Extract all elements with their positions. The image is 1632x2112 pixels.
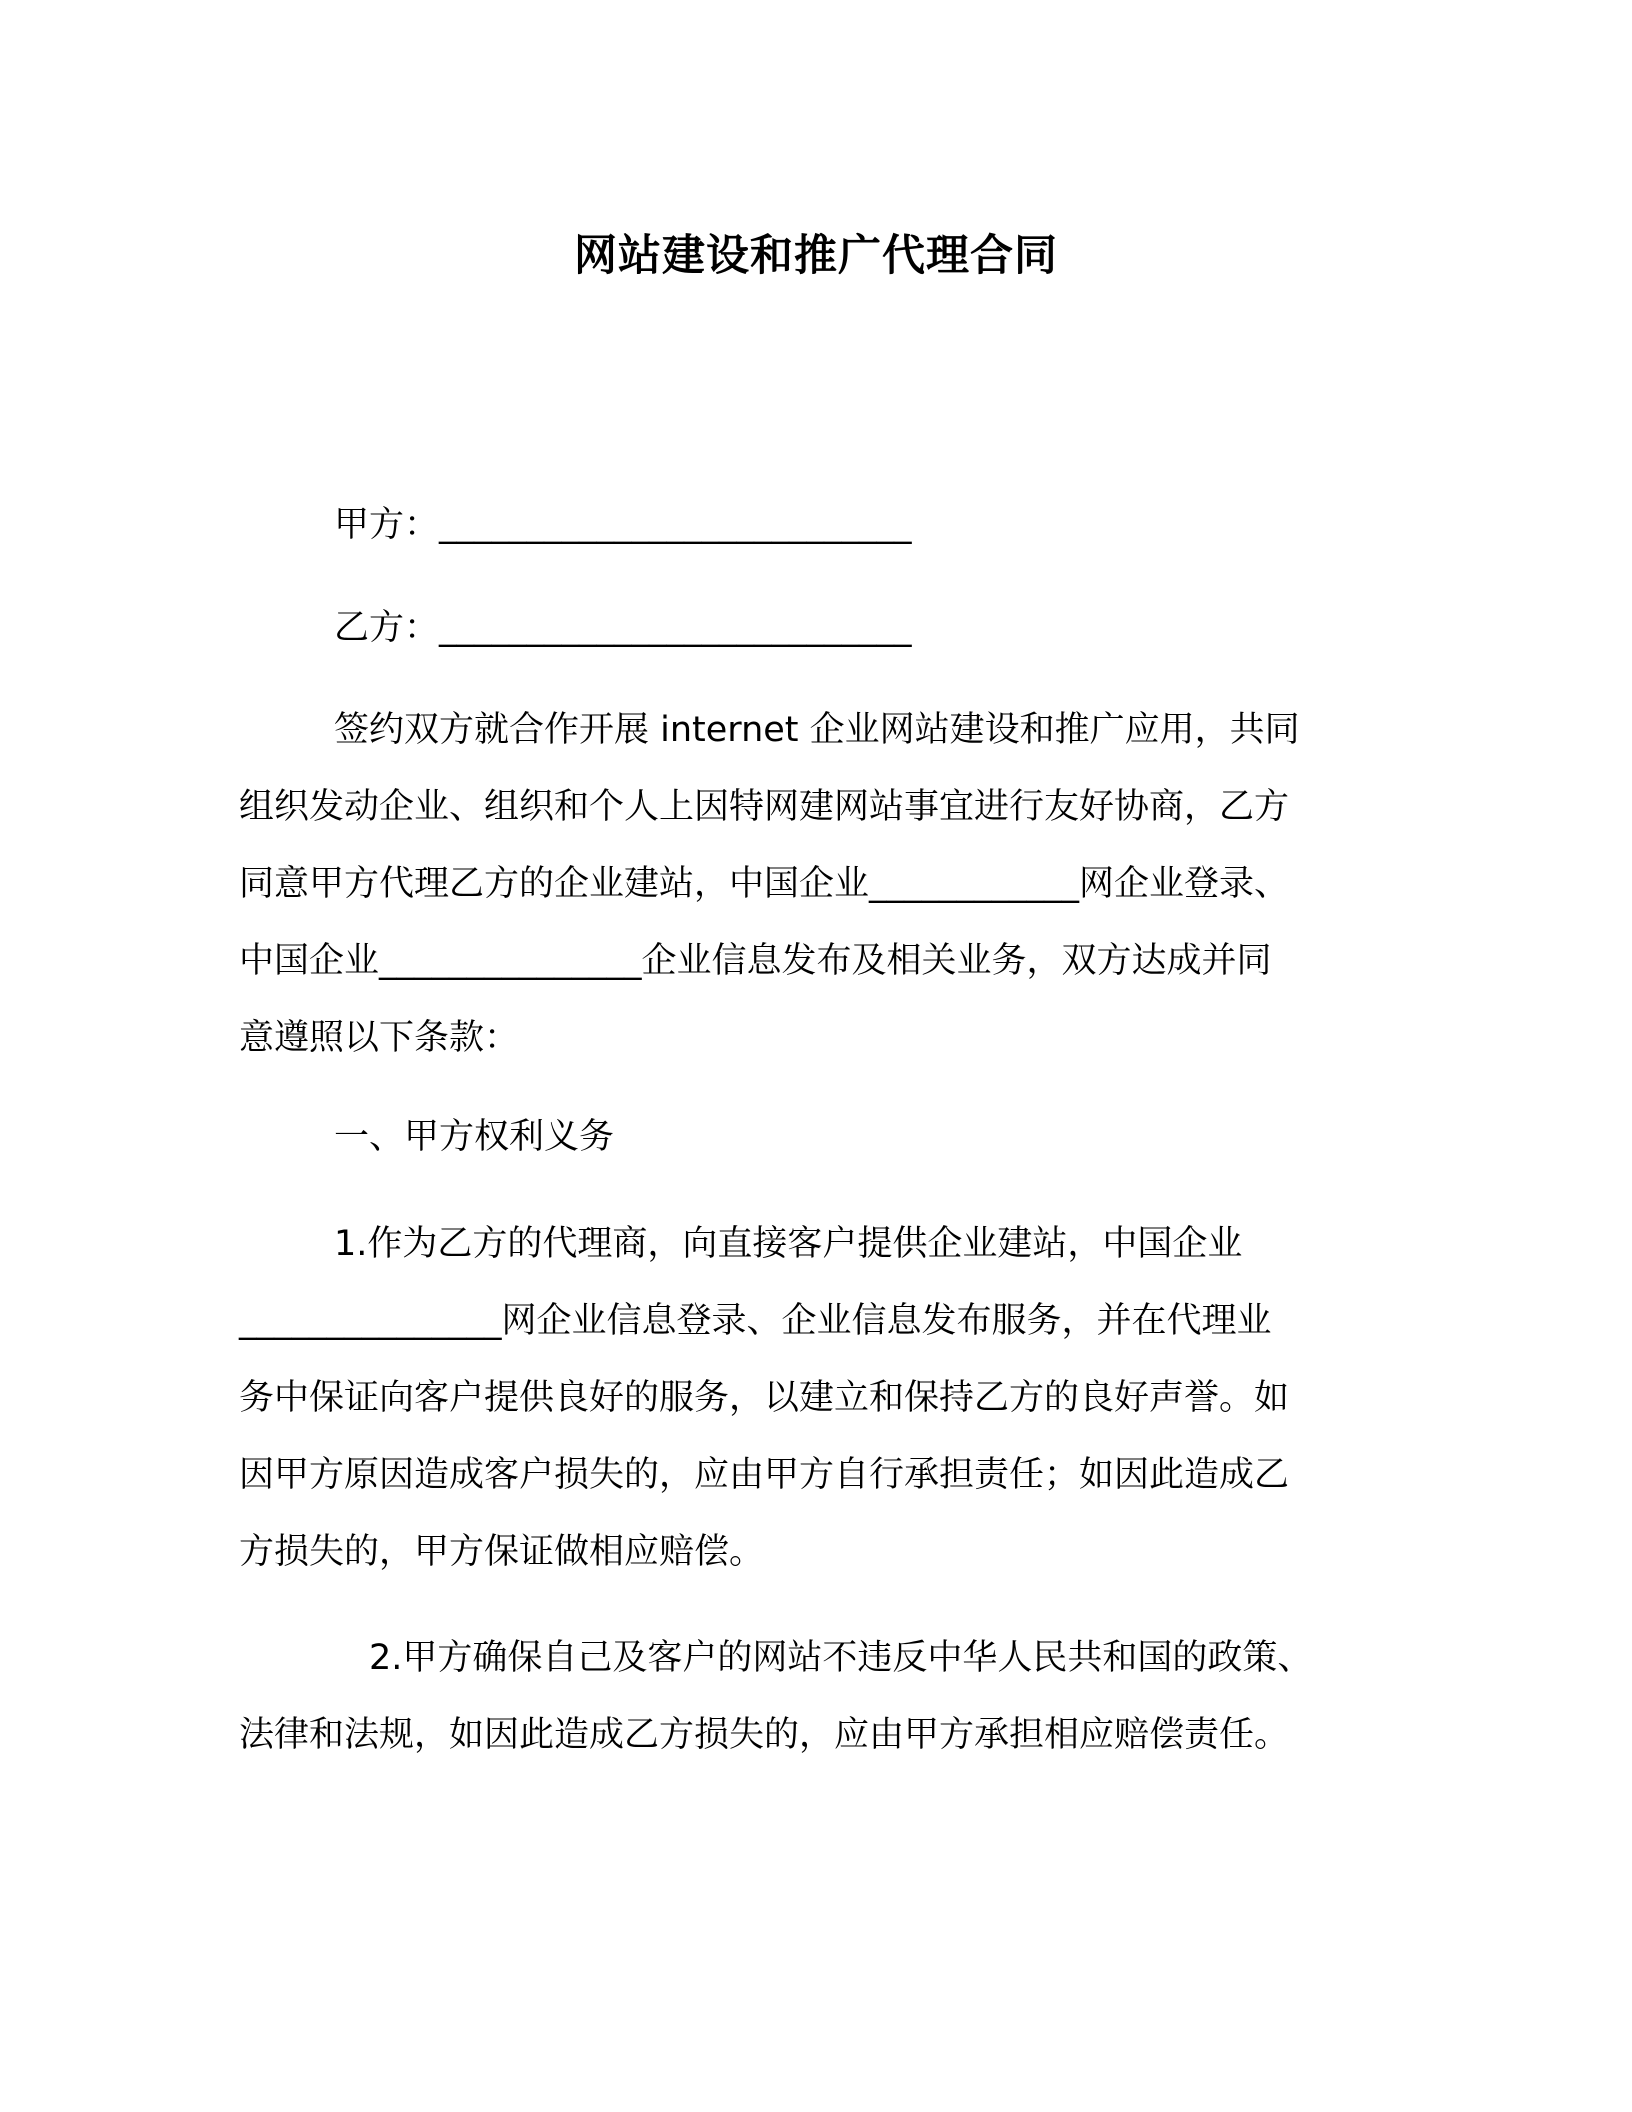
clause-one-line-1: 1.作为乙方的代理商，向直接客户提供企业建站，中国企业: [334, 1224, 1243, 1264]
intro-line-4: 中国企业_______________企业信息发布及相关业务，双方达成并同: [239, 941, 1272, 981]
clause-one-line-2: _______________网企业信息登录、企业信息发布服务，并在代理业: [239, 1301, 1272, 1341]
clause-two-line-2: 法律和法规，如因此造成乙方损失的，应由甲方承担相应赔偿责任。: [239, 1715, 1290, 1755]
clause-one-paragraph: [239, 1206, 1379, 1591]
clause-one-line-4: 因甲方原因造成客户损失的，应由甲方自行承担责任；如因此造成乙: [239, 1455, 1290, 1495]
intro-line-2: 组织发动企业、组织和个人上因特网建网站事宜进行友好协商，乙方: [239, 787, 1290, 827]
intro-line-1: 签约双方就合作开展 internet 企业网站建设和推广应用，共同: [334, 710, 1300, 750]
clause-two-line-1: 2.甲方确保自己及客户的网站不违反中华人民共和国的政策、: [369, 1638, 1313, 1678]
document-title: 网站建设和推广代理合同: [574, 231, 1058, 281]
clause-two-paragraph: [239, 1620, 1379, 1774]
clause-one-line-5: 方损失的，甲方保证做相应赔偿。: [239, 1532, 765, 1572]
intro-line-5: 意遵照以下条款：: [239, 1018, 520, 1058]
party-b-line: 乙方：___________________________: [334, 608, 912, 648]
section-one-heading: 一、甲方权利义务: [334, 1117, 615, 1157]
clause-one-line-3: 务中保证向客户提供良好的服务，以建立和保持乙方的良好声誉。如: [239, 1378, 1290, 1418]
intro-paragraph: [239, 692, 1379, 1077]
party-a-line: 甲方：___________________________: [334, 505, 912, 545]
intro-line-3: 同意甲方代理乙方的企业建站，中国企业____________网企业登录、: [239, 864, 1290, 904]
